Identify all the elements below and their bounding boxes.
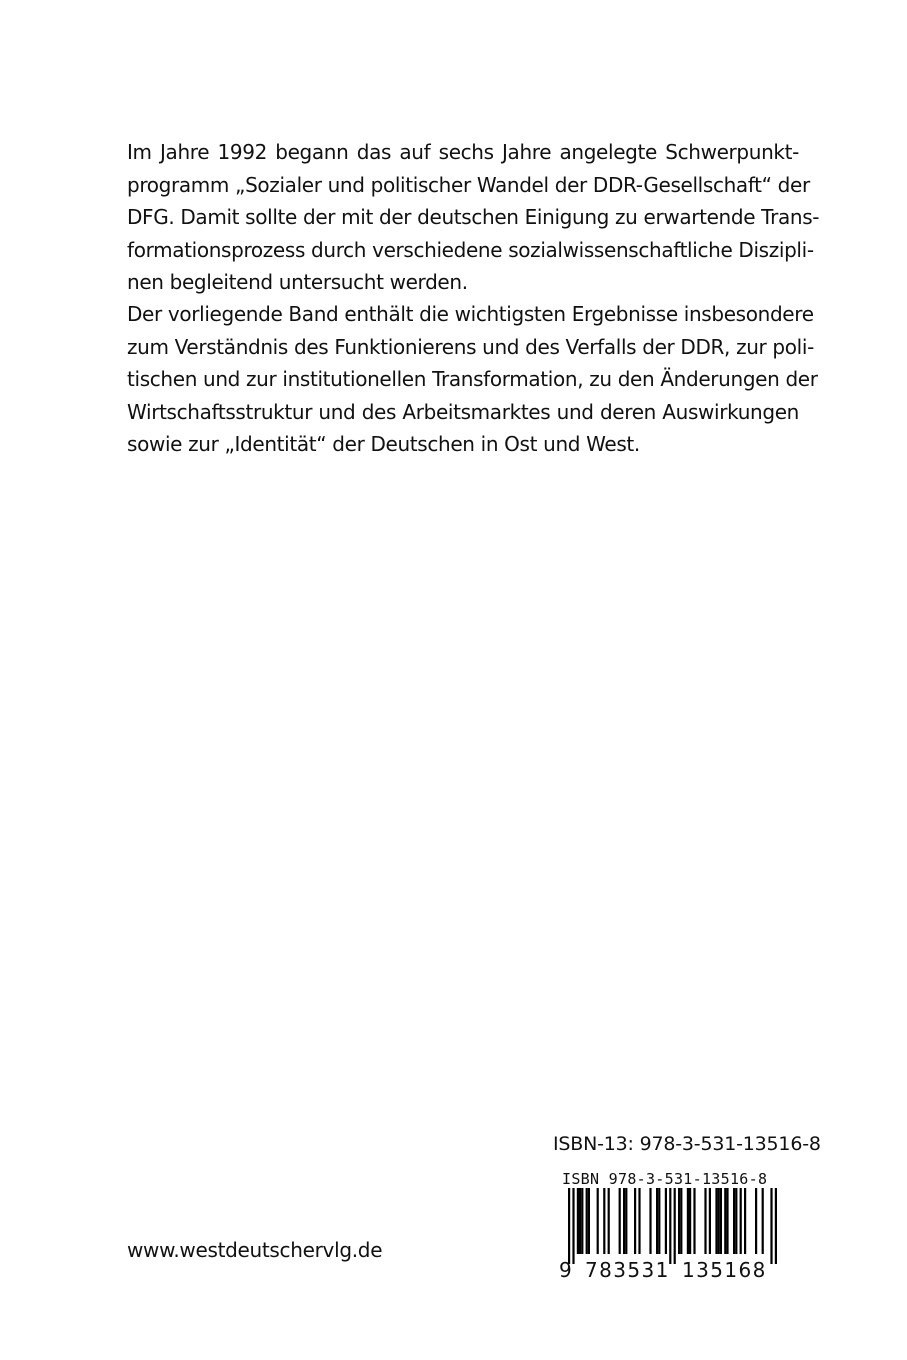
- barcode-bar: [638, 1188, 640, 1254]
- barcode-bar: [658, 1188, 660, 1254]
- blurb-line: formationsprozess durch verschiedene sozialwissenschaftliche Diszipli-: [127, 237, 814, 262]
- barcode-bar: [588, 1188, 590, 1254]
- barcode-bar: [715, 1188, 717, 1254]
- barcode-bar: [623, 1188, 625, 1254]
- barcode-bar: [656, 1188, 658, 1254]
- barcode-bar: [603, 1188, 605, 1254]
- barcode-bar: [718, 1188, 720, 1254]
- barcode-bar: [586, 1188, 588, 1254]
- barcode-digits-left: 783531: [585, 1258, 670, 1282]
- barcode-bar: [579, 1188, 581, 1254]
- publisher-website: www.westdeutschervlg.de: [127, 1238, 383, 1262]
- barcode-bar: [733, 1188, 735, 1254]
- barcode-bar: [678, 1188, 680, 1254]
- barcode-bar: [665, 1188, 667, 1254]
- barcode-bar: [680, 1188, 682, 1254]
- barcode-bar: [762, 1188, 764, 1254]
- blurb-line: zum Verständnis des Funktionierens und des Verfalls der DDR, zur poli-: [127, 334, 814, 359]
- barcode-bar: [744, 1188, 746, 1254]
- blurb-line: Wirtschaftsstruktur und des Arbeitsmarktes und deren Auswirkungen: [127, 399, 799, 424]
- blurb-line: Der vorliegende Band enthält die wichtigsten Ergebnisse insbesondere: [127, 302, 814, 326]
- barcode-bar: [669, 1188, 671, 1264]
- barcode-bar: [693, 1188, 695, 1254]
- blurb-paragraph-1: [127, 136, 820, 299]
- barcode-bar: [597, 1188, 599, 1254]
- barcode-bar: [674, 1188, 676, 1264]
- barcode-bar: [770, 1188, 772, 1264]
- barcode-bar: [726, 1188, 728, 1254]
- barcode-bar: [720, 1188, 722, 1254]
- barcode-bar: [709, 1188, 711, 1254]
- blurb-line: Im Jahre 1992 begann das auf sechs Jahre angelegte Schwerpunkt-: [127, 140, 799, 164]
- barcode-isbn-text: ISBN 978-3-531-13516-8: [562, 1170, 768, 1188]
- blurb-line: tischen und zur institutionellen Transformation, zu den Änderungen der: [127, 367, 818, 391]
- blurb-line: sowie zur „Identität“ der Deutschen in Ost und West.: [127, 432, 640, 456]
- barcode-bar: [735, 1188, 737, 1254]
- barcode-bar: [687, 1188, 689, 1254]
- barcode-digits: [555, 1256, 787, 1286]
- barcode-bar: [619, 1188, 621, 1254]
- blurb-line: nen begleitend untersucht werden.: [127, 270, 468, 294]
- barcode-digits-right: 135168: [682, 1258, 767, 1282]
- barcode-bar: [572, 1188, 574, 1264]
- barcode-bar: [625, 1188, 627, 1254]
- barcode-bar: [634, 1188, 636, 1254]
- barcode-bar: [704, 1188, 706, 1254]
- barcode-bar: [775, 1188, 777, 1264]
- blurb-line: DFG. Damit sollte der mit der deutschen Einigung zu erwartende Trans-: [127, 205, 820, 229]
- barcode-bar: [577, 1188, 579, 1254]
- barcode-bar: [649, 1188, 651, 1254]
- barcode-digit-first: 9: [559, 1258, 572, 1282]
- blurb-line: programm „Sozialer und politischer Wandel der DDR-Gesellschaft“ der: [127, 172, 810, 197]
- barcode-bar: [568, 1188, 570, 1264]
- barcode-bar: [740, 1188, 742, 1254]
- barcode-bar: [689, 1188, 691, 1254]
- isbn-13-label: ISBN-13: 978-3-531-13516-8: [553, 1133, 821, 1155]
- blurb-paragraph-2: [127, 298, 818, 461]
- barcode-bar: [724, 1188, 726, 1254]
- barcode-bar: [608, 1188, 610, 1254]
- barcode-bar: [581, 1188, 583, 1254]
- barcode-bar: [755, 1188, 757, 1254]
